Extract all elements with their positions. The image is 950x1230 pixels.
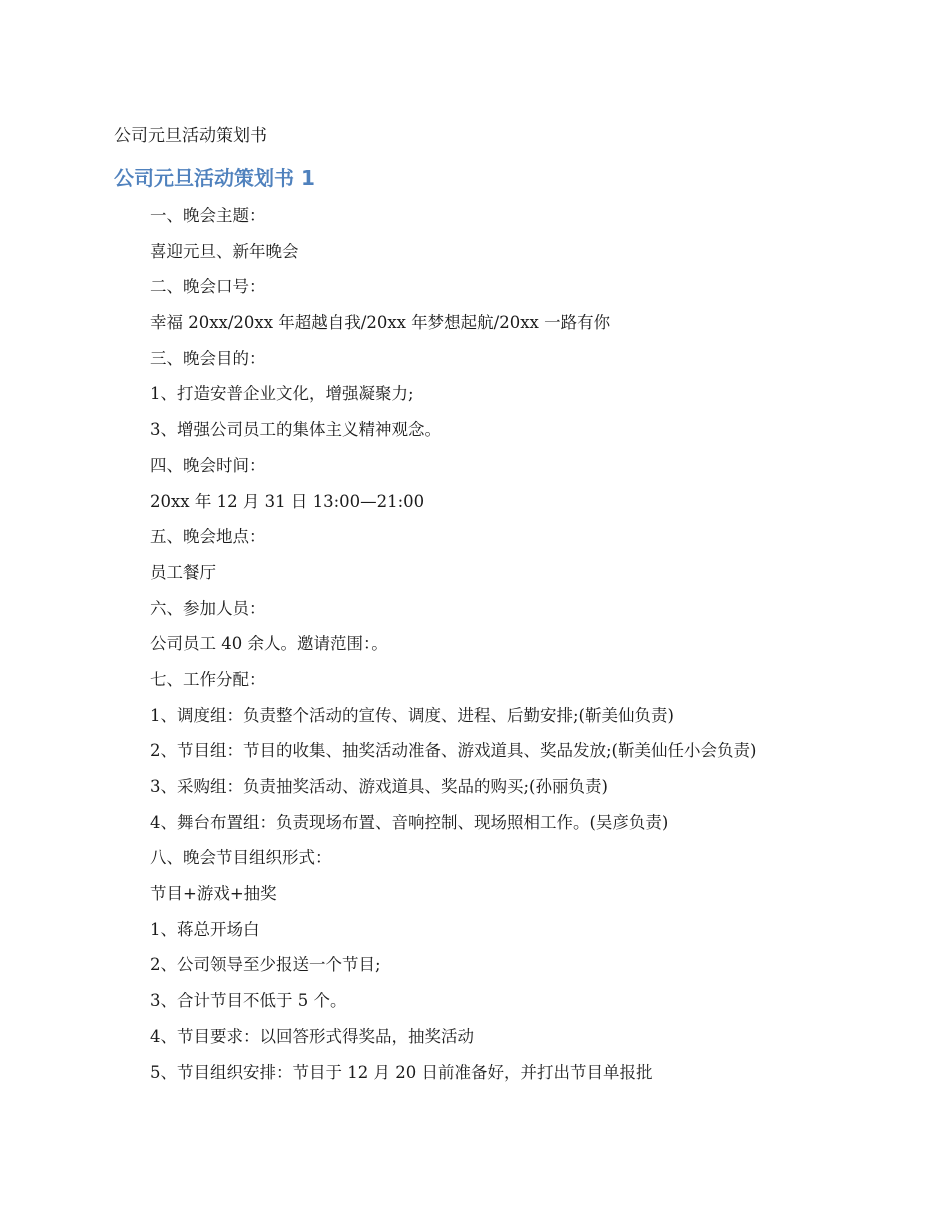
paragraph: 四、晚会时间： [150,455,266,475]
paragraph: 五、晚会地点： [150,527,266,547]
paragraph: 4、舞台布置组：负责现场布置、音响控制、现场照相工作。(吴彦负责) [150,812,669,832]
paragraph: 三、晚会目的： [150,348,266,368]
paragraph: 员工餐厅 [150,562,216,582]
paragraph: 公司员工 40 余人。邀请范围：。 [150,634,388,654]
paragraph: 二、晚会口号： [150,277,266,297]
paragraph: 5、节目组织安排：节目于 12 月 20 日前准备好，并打出节目单报批 [150,1062,653,1082]
paragraph: 喜迎元旦、新年晚会 [150,241,299,261]
paragraph: 七、工作分配： [150,669,266,689]
paragraph: 一、晚会主题： [150,206,266,225]
paragraph: 1、蒋总开场白 [150,919,260,939]
paragraph: 3、采购组：负责抽奖活动、游戏道具、奖品的购买;(孙丽负责) [150,777,608,796]
paragraph: 节目+游戏+抽奖 [150,884,277,904]
paragraph: 八、晚会节目组织形式： [150,848,332,868]
paragraph: 六、参加人员： [150,598,266,618]
paragraph: 2、公司领导至少报送一个节目; [150,955,381,975]
section-heading: 公司元旦活动策划书 1 [114,166,315,190]
paragraph: 3、增强公司员工的集体主义精神观念。 [150,420,441,440]
paragraph: 2、节目组：节目的收集、抽奖活动准备、游戏道具、奖品发放;(靳美仙任小会负责) [150,741,757,761]
document-title: 公司元旦活动策划书 [114,126,267,146]
paragraph: 3、合计节目不低于 5 个。 [150,991,347,1011]
paragraph: 1、打造安普企业文化，增强凝聚力; [150,384,414,404]
paragraph: 幸福 20xx/20xx 年超越自我/20xx 年梦想起航/20xx 一路有你 [150,313,611,333]
paragraph: 4、节目要求：以回答形式得奖品，抽奖活动 [150,1026,474,1046]
document-body [150,204,910,1096]
paragraph: 1、调度组：负责整个活动的宣传、调度、进程、后勤安排;(靳美仙负责) [150,705,674,725]
paragraph: 20xx 年 12 月 31 日 13:00—21:00 [150,491,425,511]
